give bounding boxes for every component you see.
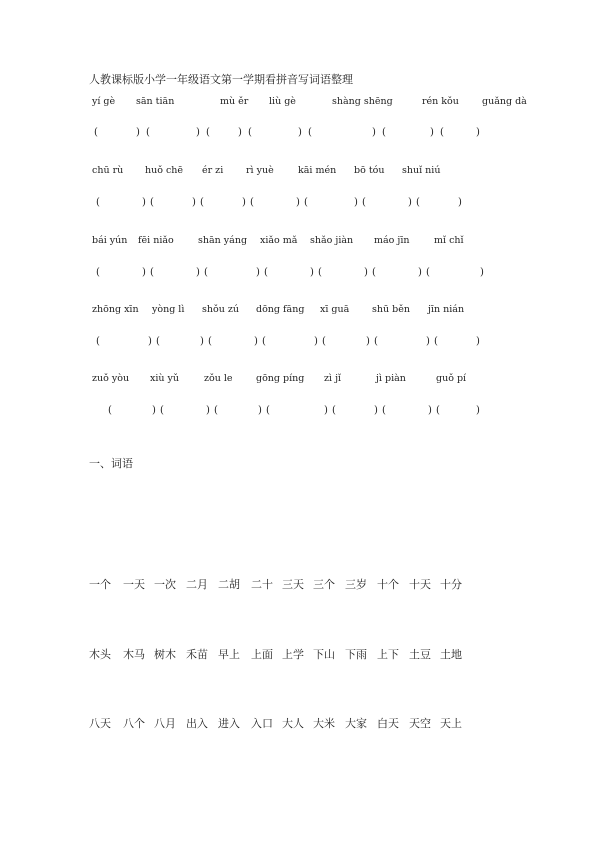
paren-open: (	[382, 405, 386, 416]
paren-close: )	[238, 127, 242, 138]
vocab-word: 大米	[313, 717, 335, 730]
paren-close: )	[476, 336, 480, 347]
vocab-word: 十天	[409, 578, 431, 591]
pinyin-word: rén kǒu	[422, 96, 459, 107]
paren-open: (	[146, 127, 150, 138]
paren-close: )	[242, 197, 246, 208]
paren-close: )	[298, 127, 302, 138]
pinyin-word: zhōng xīn	[92, 304, 139, 315]
paren-open: (	[248, 127, 252, 138]
paren-close: )	[148, 336, 152, 347]
pinyin-word: shàng shēng	[332, 96, 393, 107]
paren-open: (	[426, 267, 430, 278]
document-title: 人教课标版小学一年级语文第一学期看拼音写词语整理	[89, 73, 353, 86]
paren-open: (	[416, 197, 420, 208]
vocab-word: 天空	[409, 717, 431, 730]
pinyin-word: zuǒ yòu	[92, 373, 130, 384]
answer-parentheses-row	[92, 404, 522, 418]
vocab-word: 八个	[123, 717, 145, 730]
paren-open: (	[156, 336, 160, 347]
paren-close: )	[254, 336, 258, 347]
pinyin-word: shǎo jiàn	[310, 235, 354, 246]
paren-open: (	[372, 267, 376, 278]
vocab-row	[89, 647, 529, 662]
paren-close: )	[142, 197, 146, 208]
pinyin-word: shǒu zú	[202, 304, 239, 315]
pinyin-word: zǒu le	[204, 373, 233, 384]
pinyin-word: fēi niǎo	[138, 235, 174, 246]
vocab-word: 三个	[313, 578, 335, 591]
paren-close: )	[152, 405, 156, 416]
paren-open: (	[250, 197, 254, 208]
paren-open: (	[374, 336, 378, 347]
pinyin-row	[92, 164, 522, 178]
pinyin-word: kāi mén	[298, 165, 337, 176]
pinyin-word: guǎng dà	[482, 96, 527, 107]
pinyin-word: zì jǐ	[324, 373, 342, 384]
vocab-word: 树木	[154, 648, 176, 661]
pinyin-word: jì piàn	[376, 373, 406, 384]
pinyin-word: mǐ chǐ	[434, 235, 464, 246]
paren-open: (	[94, 127, 98, 138]
paren-close: )	[196, 127, 200, 138]
pinyin-word: huǒ chē	[145, 165, 184, 176]
vocab-word: 三天	[282, 578, 304, 591]
paren-close: )	[206, 405, 210, 416]
paren-open: (	[208, 336, 212, 347]
vocab-word: 二月	[186, 578, 208, 591]
pinyin-word: yòng lì	[152, 304, 185, 315]
pinyin-word: bō tóu	[354, 165, 385, 176]
vocab-word: 木头	[89, 648, 111, 661]
pinyin-word: chū rù	[92, 165, 124, 176]
pinyin-word: bái yún	[92, 235, 128, 246]
vocab-word: 一次	[154, 578, 176, 591]
vocab-word: 上下	[377, 648, 399, 661]
pinyin-word: yí gè	[92, 96, 116, 107]
paren-open: (	[96, 336, 100, 347]
pinyin-word: jīn nián	[428, 304, 465, 315]
vocab-word: 一个	[89, 578, 111, 591]
paren-close: )	[426, 336, 430, 347]
paren-close: )	[476, 405, 480, 416]
paren-close: )	[458, 197, 462, 208]
pinyin-word: xī guā	[320, 304, 350, 315]
paren-close: )	[372, 127, 376, 138]
paren-close: )	[476, 127, 480, 138]
paren-open: (	[264, 267, 268, 278]
paren-open: (	[266, 405, 270, 416]
paren-open: (	[322, 336, 326, 347]
vocab-row	[89, 716, 529, 731]
paren-open: (	[362, 197, 366, 208]
paren-close: )	[136, 127, 140, 138]
vocab-word: 木马	[123, 648, 145, 661]
paren-close: )	[324, 405, 328, 416]
pinyin-row	[92, 372, 522, 386]
paren-close: )	[430, 127, 434, 138]
pinyin-word: shuǐ niú	[402, 165, 441, 176]
paren-open: (	[436, 405, 440, 416]
vocab-word: 土豆	[409, 648, 431, 661]
answer-parentheses-row	[92, 266, 522, 280]
pinyin-word: ér zi	[202, 165, 224, 176]
paren-close: )	[408, 197, 412, 208]
paren-close: )	[354, 197, 358, 208]
pinyin-word: máo jīn	[374, 235, 410, 246]
paren-open: (	[200, 197, 204, 208]
paren-open: (	[206, 127, 210, 138]
paren-open: (	[382, 127, 386, 138]
pinyin-word: xiù yǔ	[150, 373, 180, 384]
paren-open: (	[204, 267, 208, 278]
paren-open: (	[308, 127, 312, 138]
paren-open: (	[160, 405, 164, 416]
paren-close: )	[366, 336, 370, 347]
paren-close: )	[310, 267, 314, 278]
paren-close: )	[192, 197, 196, 208]
paren-close: )	[314, 336, 318, 347]
pinyin-row	[92, 95, 527, 109]
vocab-word: 上学	[282, 648, 304, 661]
paren-close: )	[364, 267, 368, 278]
vocab-word: 天上	[440, 717, 462, 730]
pinyin-word: gōng píng	[256, 373, 305, 384]
pinyin-row	[92, 234, 522, 248]
vocab-word: 下雨	[345, 648, 367, 661]
vocab-word: 二胡	[218, 578, 240, 591]
paren-open: (	[108, 405, 112, 416]
answer-parentheses-row	[92, 335, 522, 349]
paren-open: (	[150, 267, 154, 278]
pinyin-word: guǒ pí	[436, 373, 467, 384]
paren-close: )	[200, 336, 204, 347]
paren-close: )	[256, 267, 260, 278]
pinyin-word: xiǎo mǎ	[260, 235, 298, 246]
paren-close: )	[142, 267, 146, 278]
paren-close: )	[418, 267, 422, 278]
paren-open: (	[440, 127, 444, 138]
pinyin-word: dōng fāng	[256, 304, 305, 315]
paren-close: )	[428, 405, 432, 416]
pinyin-word: shū běn	[372, 304, 410, 315]
paren-open: (	[96, 197, 100, 208]
paren-open: (	[214, 405, 218, 416]
paren-close: )	[374, 405, 378, 416]
vocab-word: 白天	[377, 717, 399, 730]
vocab-word: 进入	[218, 717, 240, 730]
vocab-word: 八月	[154, 717, 176, 730]
paren-open: (	[332, 405, 336, 416]
paren-open: (	[318, 267, 322, 278]
paren-open: (	[304, 197, 308, 208]
vocab-word: 一天	[123, 578, 145, 591]
vocab-word: 上面	[251, 648, 273, 661]
vocab-word: 大家	[345, 717, 367, 730]
pinyin-word: sān tiān	[136, 96, 175, 107]
paren-close: )	[296, 197, 300, 208]
vocab-row	[89, 577, 529, 592]
answer-parentheses-row	[92, 126, 522, 140]
vocab-word: 早上	[218, 648, 240, 661]
vocab-word: 禾苗	[186, 648, 208, 661]
vocab-word: 三岁	[345, 578, 367, 591]
answer-parentheses-row	[92, 196, 522, 210]
paren-close: )	[196, 267, 200, 278]
vocab-word: 十个	[377, 578, 399, 591]
section-heading-words: 一、词语	[89, 457, 133, 470]
pinyin-row	[92, 303, 522, 317]
vocab-word: 土地	[440, 648, 462, 661]
vocab-word: 下山	[313, 648, 335, 661]
paren-open: (	[262, 336, 266, 347]
pinyin-word: rì yuè	[246, 165, 274, 176]
vocab-word: 二十	[251, 578, 273, 591]
vocab-word: 出入	[186, 717, 208, 730]
vocab-word: 入口	[251, 717, 273, 730]
vocab-word: 大人	[282, 717, 304, 730]
pinyin-word: shān yáng	[198, 235, 248, 246]
pinyin-word: mù ěr	[220, 96, 249, 107]
pinyin-word: liù gè	[269, 96, 296, 107]
paren-close: )	[258, 405, 262, 416]
paren-close: )	[480, 267, 484, 278]
paren-open: (	[96, 267, 100, 278]
vocab-word: 十分	[440, 578, 462, 591]
vocab-word: 八天	[89, 717, 111, 730]
paren-open: (	[150, 197, 154, 208]
paren-open: (	[434, 336, 438, 347]
